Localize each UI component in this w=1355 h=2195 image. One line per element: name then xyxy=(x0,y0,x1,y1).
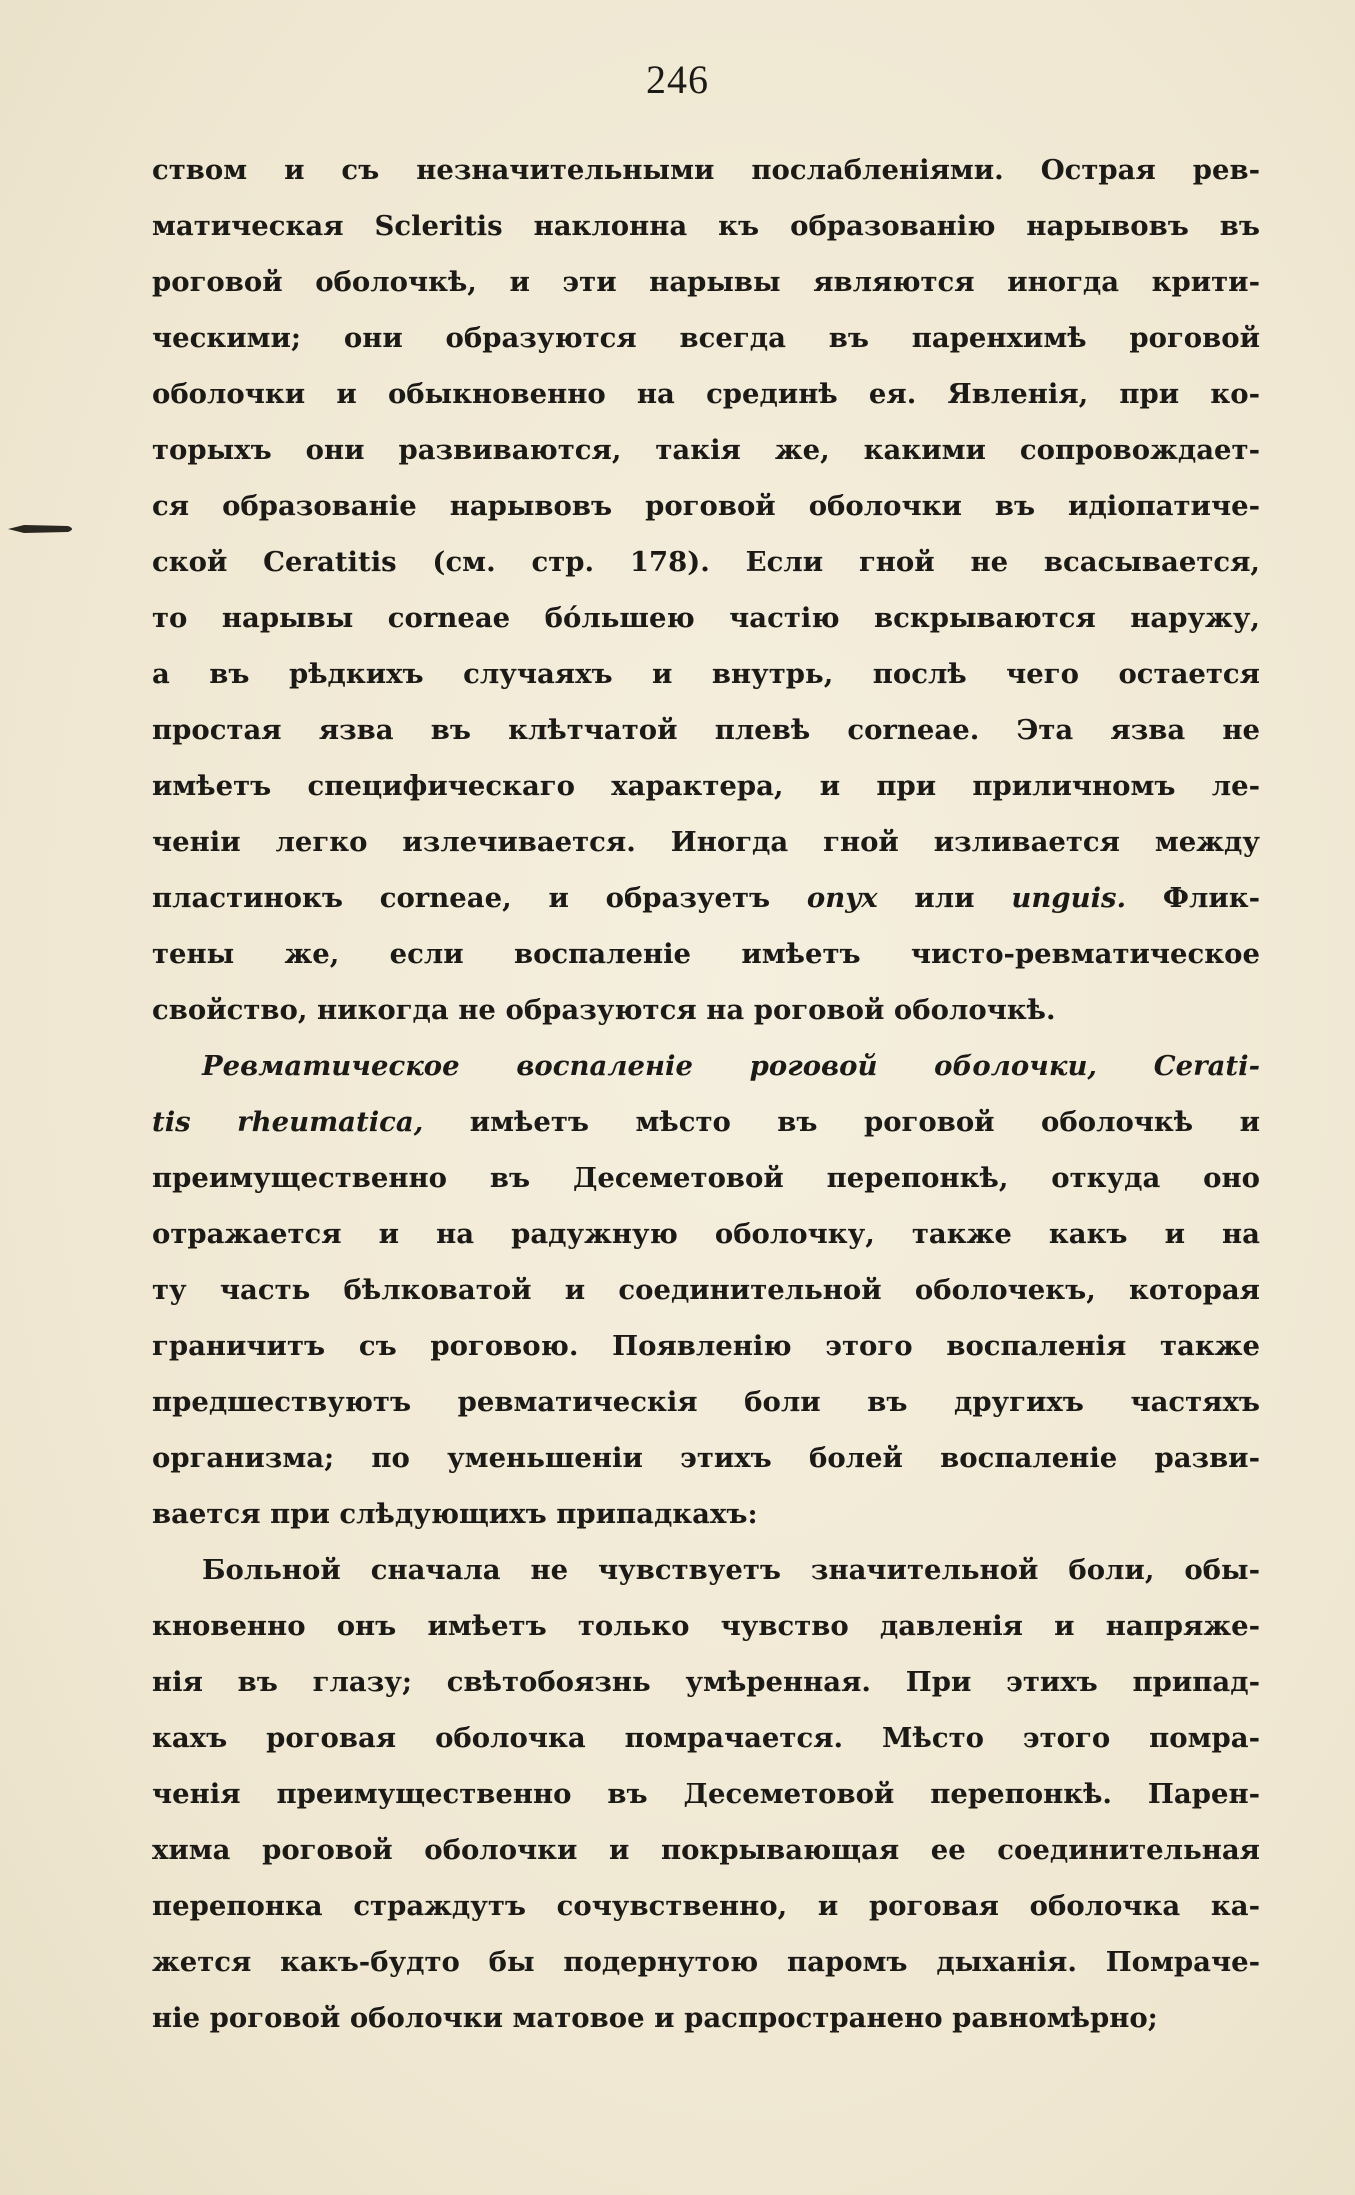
text-line xyxy=(152,926,1260,982)
text-line xyxy=(152,1206,1260,1262)
italic-text-segment: onyx xyxy=(806,882,878,914)
text-segment: торыхъ они развиваются, такія же, какими сопровождает- xyxy=(152,434,1260,466)
text-line xyxy=(152,1262,1260,1318)
text-segment: или xyxy=(877,882,1012,914)
text-line xyxy=(152,646,1260,702)
text-line xyxy=(152,1318,1260,1374)
text-line xyxy=(152,1710,1260,1766)
text-segment: граничитъ съ роговою. Появленію этого воспаленія также xyxy=(152,1330,1260,1362)
text-segment: ской Ceratitis (см. стр. 178). Если гной не всасывается, xyxy=(152,546,1260,578)
text-segment: то нарывы corneae бóльшею частію вскрываются наружу, xyxy=(152,602,1260,634)
text-line xyxy=(152,870,1260,926)
text-segment: ченіи легко излечивается. Иногда гной изливается между xyxy=(152,826,1260,858)
text-segment: роговой оболочкѣ, и эти нарывы являются иногда крити- xyxy=(152,266,1260,298)
body-text xyxy=(152,142,1260,2046)
text-line xyxy=(152,982,1260,1038)
italic-text-segment: Ревматическое воспаленіе роговой оболочки, Cerati- xyxy=(202,1050,1260,1082)
text-line xyxy=(152,758,1260,814)
text-line xyxy=(152,478,1260,534)
text-line xyxy=(152,590,1260,646)
text-segment: кновенно онъ имѣетъ только чувство давленія и напряже- xyxy=(152,1610,1260,1642)
italic-text-segment: unguis. xyxy=(1011,882,1127,914)
text-line xyxy=(152,310,1260,366)
text-segment: ту часть бѣлковатой и соединительной оболочекъ, которая xyxy=(152,1274,1260,1306)
text-segment: а въ рѣдкихъ случаяхъ и внутрь, послѣ чего остается xyxy=(152,658,1260,690)
text-segment: организма; по уменьшеніи этихъ болей воспаленіе разви- xyxy=(152,1442,1260,1474)
text-segment: ченія преимущественно въ Десеметовой перепонкѣ. Парен- xyxy=(152,1778,1260,1810)
text-line xyxy=(152,198,1260,254)
text-line xyxy=(152,142,1260,198)
text-segment: жется какъ-будто бы подернутою паромъ дыханія. Помраче- xyxy=(152,1946,1260,1978)
text-segment: оболочки и обыкновенно на срединѣ ея. Явленія, при ко- xyxy=(152,378,1260,410)
text-segment: хима роговой оболочки и покрывающая ее соединительная xyxy=(152,1834,1260,1866)
text-line xyxy=(152,1430,1260,1486)
text-line xyxy=(152,1094,1260,1150)
text-segment: тены же, если воспаленіе имѣетъ чисто-ревматическое xyxy=(152,938,1260,970)
text-segment: имѣетъ мѣсто въ роговой оболочкѣ и xyxy=(423,1106,1260,1138)
text-line xyxy=(152,366,1260,422)
text-line xyxy=(152,1822,1260,1878)
text-segment: пластинокъ corneae, и образуетъ xyxy=(152,882,807,914)
text-segment: преимущественно въ Десеметовой перепонкѣ, откуда оно xyxy=(152,1162,1260,1194)
text-line xyxy=(152,254,1260,310)
text-line xyxy=(152,534,1260,590)
text-line xyxy=(152,814,1260,870)
text-segment: ніе роговой оболочки матовое и распространено равномѣрно; xyxy=(152,2002,1158,2034)
text-line xyxy=(152,1878,1260,1934)
text-segment: нія въ глазу; свѣтобоязнь умѣренная. При этихъ припад- xyxy=(152,1666,1260,1698)
text-segment: вается при слѣдующихъ припадкахъ: xyxy=(152,1498,758,1530)
text-line xyxy=(152,1486,1260,1542)
text-line xyxy=(152,1990,1260,2046)
text-segment: ся образованіе нарывовъ роговой оболочки въ идіопатиче- xyxy=(152,490,1260,522)
page-number: 246 xyxy=(646,57,709,102)
text-line xyxy=(152,1374,1260,1430)
text-segment: матическая Scleritis наклонна къ образованію нарывовъ въ xyxy=(152,210,1260,242)
text-segment: простая язва въ клѣтчатой плевѣ corneae. Эта язва не xyxy=(152,714,1260,746)
text-line xyxy=(152,1038,1260,1094)
text-segment: Флик- xyxy=(1126,882,1260,914)
text-segment: ством и съ незначительными послабленіями. Острая рев- xyxy=(152,154,1260,186)
text-segment: ческими; они образуются всегда въ паренхимѣ роговой xyxy=(152,322,1260,354)
text-segment: перепонка страждутъ сочувственно, и роговая оболочка ка- xyxy=(152,1890,1260,1922)
text-segment: имѣетъ специфическаго характера, и при приличномъ ле- xyxy=(152,770,1260,802)
text-segment: свойство, никогда не образуются на роговой оболочкѣ. xyxy=(152,994,1056,1026)
italic-text-segment: tis rheumatica, xyxy=(152,1106,424,1138)
text-line xyxy=(152,1598,1260,1654)
text-line xyxy=(152,1150,1260,1206)
text-line xyxy=(152,1934,1260,1990)
text-line xyxy=(152,1766,1260,1822)
text-line xyxy=(152,422,1260,478)
text-segment: Больной сначала не чувствуетъ значительной боли, обы- xyxy=(202,1554,1260,1586)
text-line xyxy=(152,1654,1260,1710)
text-segment: предшествуютъ ревматическія боли въ другихъ частяхъ xyxy=(152,1386,1260,1418)
text-line xyxy=(152,702,1260,758)
text-segment: отражается и на радужную оболочку, также какъ и на xyxy=(152,1218,1260,1250)
margin-pointer-mark xyxy=(6,522,78,536)
text-line xyxy=(152,1542,1260,1598)
text-segment: кахъ роговая оболочка помрачается. Мѣсто этого помра- xyxy=(152,1722,1260,1754)
